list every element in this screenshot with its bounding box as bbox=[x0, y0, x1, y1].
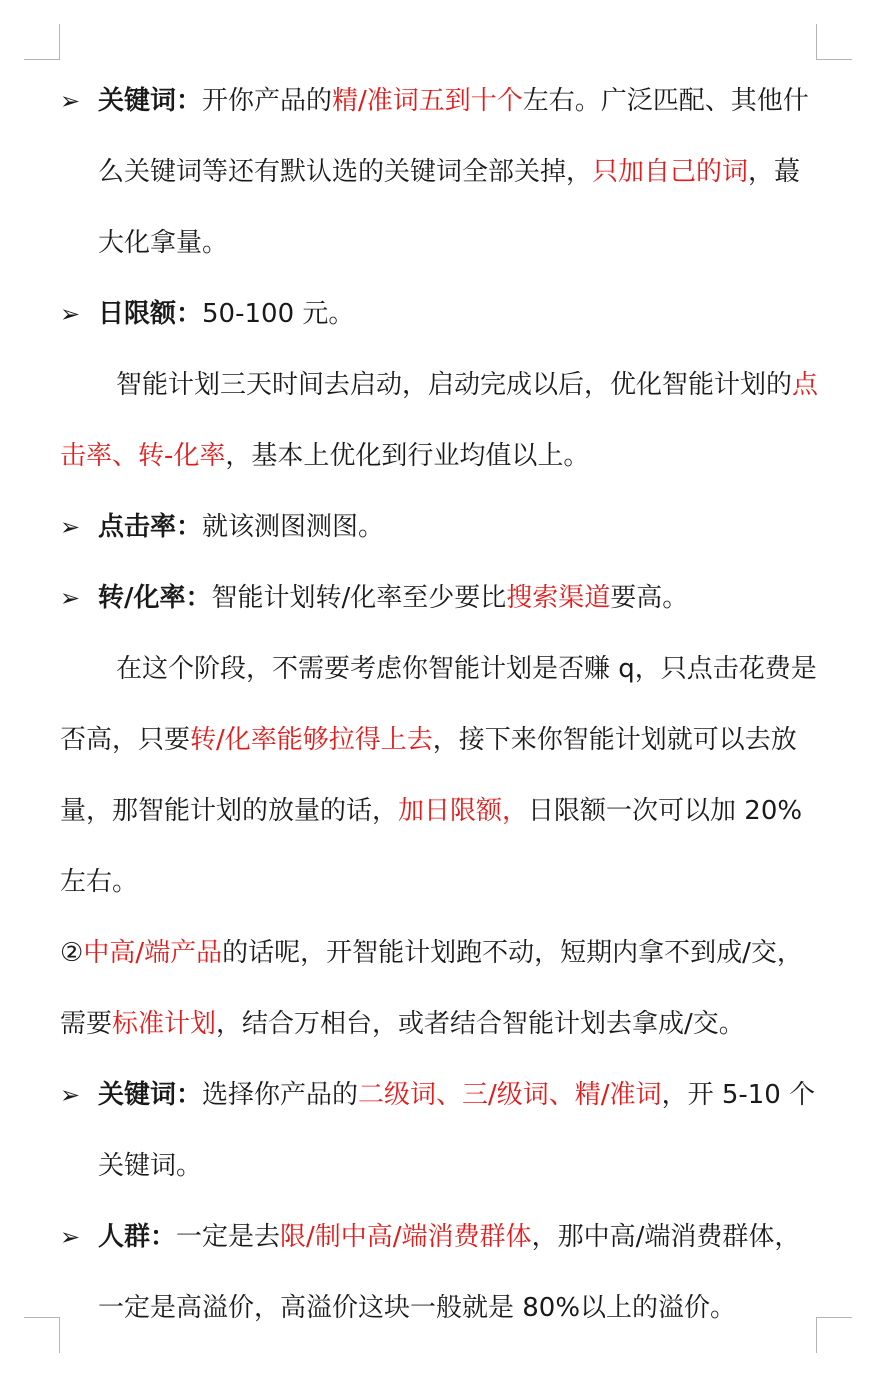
text: 就该测图测图。 bbox=[202, 512, 385, 542]
text: ，那中高/端消费群体，一定是高溢价，高溢价这块一般就是 80%以上的溢价。 bbox=[98, 1222, 801, 1323]
text: 智能计划转/化率至少要比 bbox=[211, 583, 507, 613]
highlight-text: 二级词、三/级词、精/准词 bbox=[358, 1080, 662, 1110]
arrow-bullet-icon: ➢ bbox=[60, 1081, 81, 1109]
bullet-cvr bbox=[60, 563, 820, 634]
arrow-bullet-icon: ➢ bbox=[60, 300, 81, 328]
corner-mark-bottom-left bbox=[24, 1317, 60, 1353]
text: 在这个阶段，不需要考虑你智能计划是否赚 q，只点击花费是否高，只要 bbox=[60, 654, 817, 755]
corner-mark-top-left bbox=[24, 24, 60, 60]
document-body bbox=[60, 66, 820, 1344]
text: 开你产品的 bbox=[202, 86, 333, 116]
bullet-label: 点击率： bbox=[98, 512, 203, 542]
highlight-text: 搜索渠道 bbox=[506, 583, 611, 613]
highlight-text: 标准计划 bbox=[112, 1009, 217, 1039]
text: 的话呢，开智能计划跑不动，短期内拿不到成/交，需要 bbox=[60, 938, 803, 1039]
paragraph-high-end bbox=[60, 918, 820, 1060]
arrow-bullet-icon: ➢ bbox=[60, 1223, 81, 1251]
bullet-daily-budget bbox=[60, 279, 820, 350]
highlight-text: 限/制中高/端消费群体 bbox=[280, 1222, 532, 1252]
arrow-bullet-icon: ➢ bbox=[60, 87, 81, 115]
circled-number: ② bbox=[60, 938, 84, 968]
paragraph-smart-plan bbox=[60, 350, 820, 492]
bullet-crowd bbox=[60, 1202, 820, 1344]
text: ，开 5-10 个关键词。 bbox=[98, 1080, 816, 1181]
text: 一定是去 bbox=[176, 1222, 281, 1252]
highlight-text: 转/化率能够拉得上去 bbox=[190, 725, 433, 755]
bullet-keywords-2 bbox=[60, 1060, 820, 1202]
text: 选择你产品的 bbox=[202, 1080, 359, 1110]
text: 左右。广泛匹配、其他什么关键词等还有默认选的关键词全部关掉， bbox=[98, 86, 809, 187]
highlight-text: 中高/端产品 bbox=[83, 938, 223, 968]
text: ，蕞大化拿量。 bbox=[98, 157, 801, 258]
bullet-label: 日限额： bbox=[98, 299, 203, 329]
highlight-text: 加日限额， bbox=[398, 796, 529, 826]
highlight-text: 只加自己的词 bbox=[592, 157, 749, 187]
bullet-label: 关键词： bbox=[98, 86, 203, 116]
bullet-label: 转/化率： bbox=[98, 583, 212, 613]
bullet-ctr bbox=[60, 492, 820, 563]
highlight-text: 点击率、转-化率 bbox=[60, 370, 819, 471]
text: ，结合万相台，或者结合智能计划去拿成/交。 bbox=[216, 1009, 745, 1039]
corner-mark-top-right bbox=[816, 24, 852, 60]
text: 智能计划三天时间去启动，启动完成以后，优化智能计划的 bbox=[116, 370, 793, 400]
highlight-text: 精/准词五到十个 bbox=[332, 86, 523, 116]
corner-mark-bottom-right bbox=[816, 1317, 852, 1353]
text: 日限额一次可以加 20%左右。 bbox=[60, 796, 803, 897]
text: ，接下来你智能计划就可以去放量，那智能计划的放量的话， bbox=[60, 725, 797, 826]
arrow-bullet-icon: ➢ bbox=[60, 513, 81, 541]
paragraph-stage bbox=[60, 634, 820, 918]
text: 要高。 bbox=[610, 583, 689, 613]
text: 50-100 元。 bbox=[202, 299, 355, 329]
text: ，基本上优化到行业均值以上。 bbox=[225, 441, 590, 471]
bullet-label: 人群： bbox=[98, 1222, 177, 1252]
arrow-bullet-icon: ➢ bbox=[60, 584, 81, 612]
bullet-keywords bbox=[60, 66, 820, 279]
bullet-label: 关键词： bbox=[98, 1080, 203, 1110]
